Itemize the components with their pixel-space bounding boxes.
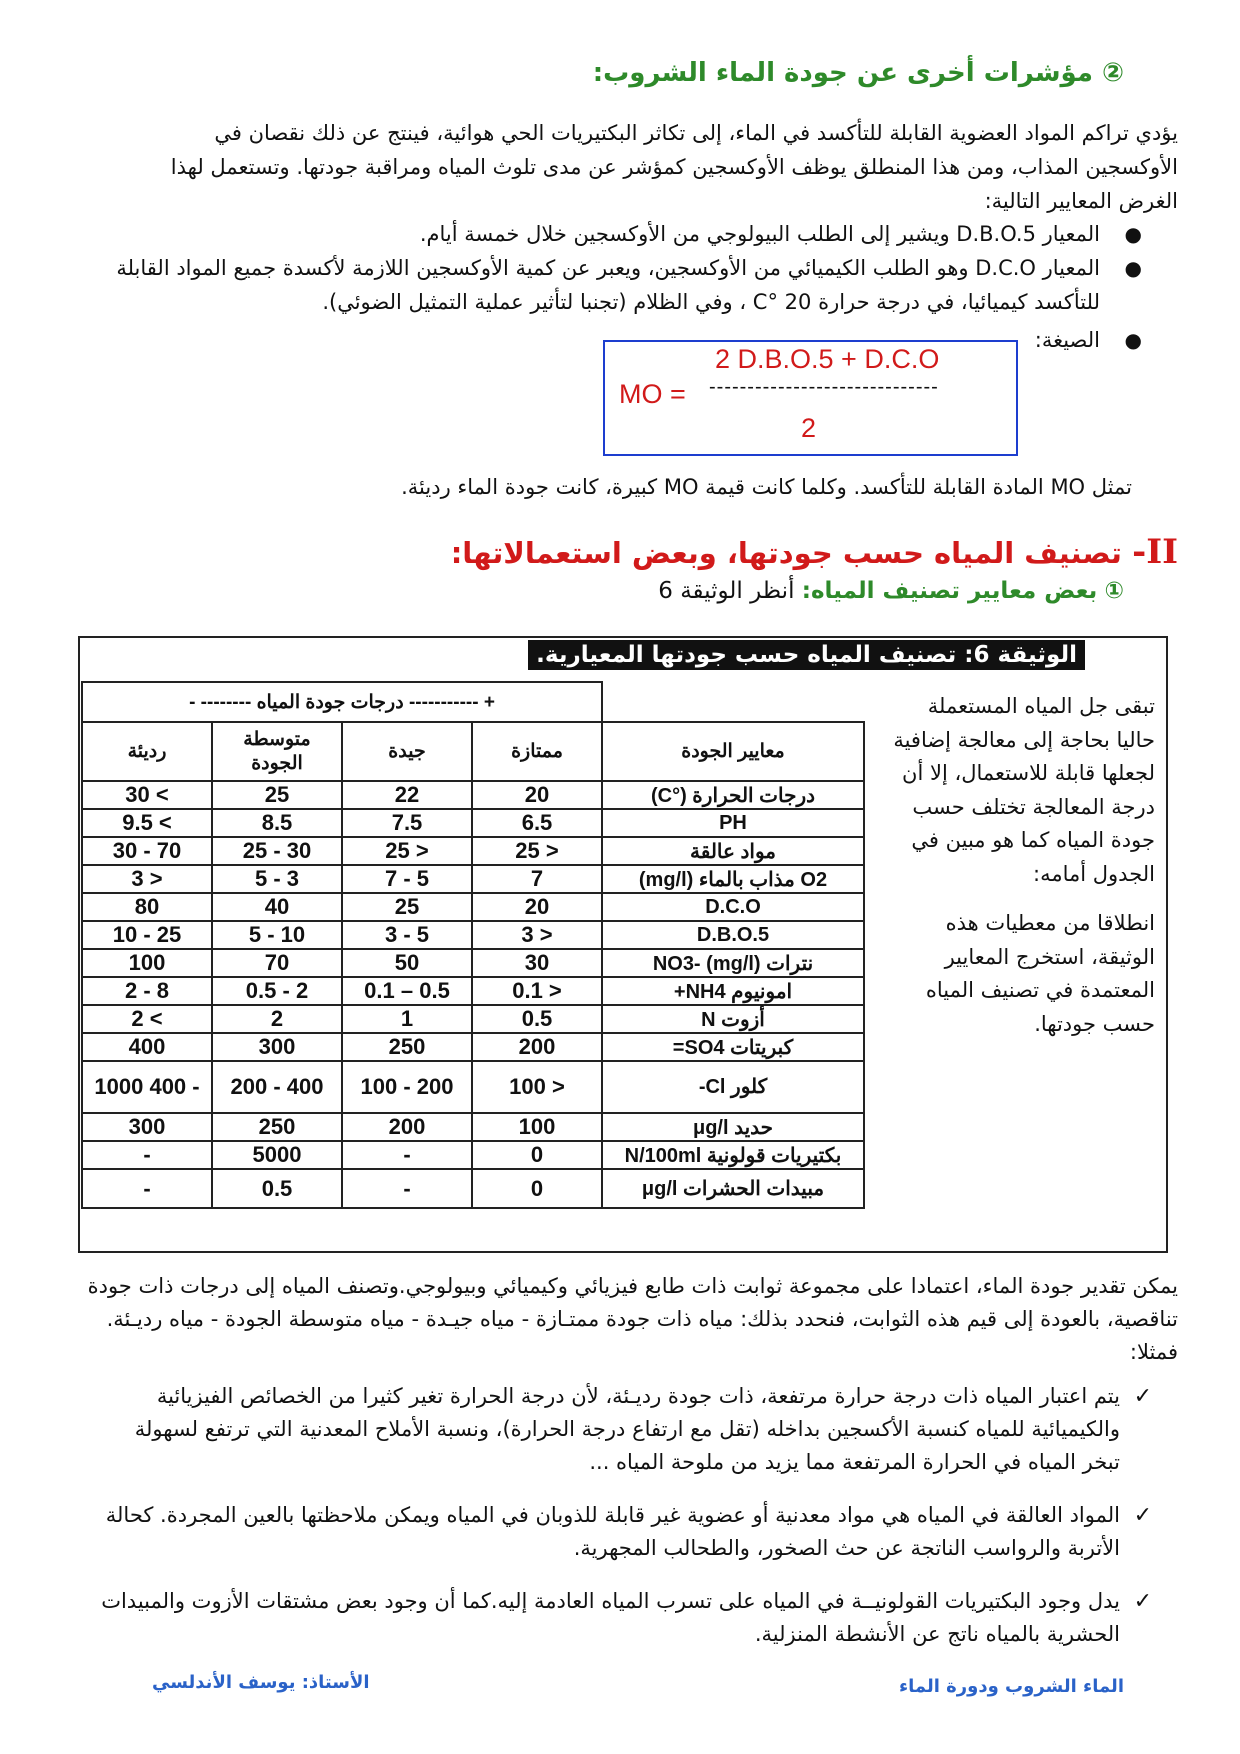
- criterion-cell: أزوت N: [602, 1005, 864, 1033]
- table-row: [82, 1033, 864, 1061]
- value-cell: > 2: [82, 1005, 212, 1033]
- value-cell: 50: [342, 949, 472, 977]
- list-item: ✓ يدل وجود البكتيريات القولونيــة في المياه على تسرب المياه العادمة إليه.كما أن وجود بعض مشتقات الأزوت والمبيدات الحشرية بالمياه ناتج عن الأنشطة المنزلية.: [100, 1585, 1120, 1651]
- classification-paragraph: يمكن تقدير جودة الماء، اعتمادا على مجموعة ثوابت ذات طابع فيزيائي وكيميائي وبيولوجي.وتصنف المياه إلى درجات ذات جودة تناقصية، بالعودة إلى قيم هذه الثوابت، فنحدد بذلك: مياه ذات جودة ممتـازة - مياه جيـدة - مياه متوسطة الجودة - مياه رديـئة. فمثلا:: [87, 1274, 1178, 1364]
- value-cell: 0: [472, 1141, 602, 1169]
- bullet-icon: ●: [1124, 256, 1142, 280]
- document-side-text: [885, 690, 1155, 1041]
- value-cell: 5 - 7: [342, 865, 472, 893]
- criterion-cell: O2 مذاب بالماء (mg/l): [602, 865, 864, 893]
- value-cell: > 30: [82, 781, 212, 809]
- mo-note: تمثل MO المادة القابلة للتأكسد. وكلما كانت قيمة MO كبيرة، كانت جودة الماء رديئة.: [401, 475, 1132, 499]
- intro-paragraph: يؤدي تراكم المواد العضوية القابلة للتأكسد في الماء، إلى تكاثر البكتيريات الحي هوائية، فينتج عن ذلك نقصان في الأوكسجين المذاب، ومن هذا المنطلق يوظف الأوكسجين كمؤشر عن مدى تلوث المياه ومراقبة جودتها. وتستعمل لهذا الغرض المعايير التالية:: [170, 121, 1178, 213]
- table-row: [82, 921, 864, 949]
- value-cell: -: [342, 1141, 472, 1169]
- value-cell: 2 - 0.5: [212, 977, 342, 1005]
- value-cell: 300: [82, 1113, 212, 1141]
- criterion-cell: PH: [602, 809, 864, 837]
- value-cell: -: [342, 1169, 472, 1208]
- value-cell: 400: [82, 1033, 212, 1061]
- bullet-icon: ●: [1124, 222, 1142, 246]
- value-cell: 25: [212, 781, 342, 809]
- subsection-ref: أنظر الوثيقة 6: [658, 578, 795, 604]
- table-row: [82, 781, 864, 809]
- value-cell: 6.5: [472, 809, 602, 837]
- table-header: ممتازة: [472, 722, 602, 781]
- formula-lhs: MO =: [619, 379, 686, 409]
- list-item: ● المعيار D.B.O.5 ويشير إلى الطلب البيولوجي من الأوكسجين خلال خمسة أيام.: [80, 217, 1100, 251]
- value-cell: 80: [82, 893, 212, 921]
- value-cell: 20: [472, 781, 602, 809]
- document-title: الوثيقة 6: تصنيف المياه حسب جودتها المعيارية.: [528, 640, 1085, 670]
- list-item: ● المعيار D.C.O وهو الطلب الكيميائي من الأوكسجين، ويعبر عن كمية الأوكسجين اللازمة لأكسدة جميع المواد القابلة للتأكسد كيميائيا، في درجة حرارة 20 °C ، وفي الظلام (تجنبا لتأثير عملية التمثيل الضوئي).: [80, 251, 1100, 319]
- table-row: [82, 977, 864, 1005]
- list-item: ● الصيغة:: [80, 323, 1100, 357]
- table-corner: [602, 682, 864, 722]
- value-cell: 7.5: [342, 809, 472, 837]
- criterion-cell: مبيدات الحشرات μg/l: [602, 1169, 864, 1208]
- value-cell: 30: [472, 949, 602, 977]
- table-row: [82, 893, 864, 921]
- value-cell: 30 - 25: [212, 837, 342, 865]
- side-paragraph: تبقى جل المياه المستعملة حاليا بحاجة إلى معالجة إضافية لجعلها قابلة للاستعمال، إلا أن درجة المعالجة تختلف حسب جودة المياه كما هو مبين في الجدول أمامه:: [893, 694, 1155, 886]
- part-title: تصنيف المياه حسب جودتها، وبعض استعمالاتها:: [450, 536, 1122, 570]
- section-title: مؤشرات أخرى عن جودة الماء الشروب:: [592, 58, 1093, 88]
- criteria-list: [80, 217, 1142, 357]
- value-cell: 20: [472, 893, 602, 921]
- examples-list: [100, 1380, 1152, 1651]
- value-cell: < 25: [342, 837, 472, 865]
- subsection-title: بعض معايير تصنيف المياه:: [801, 578, 1098, 604]
- table-row: [82, 1169, 864, 1208]
- value-cell: -: [82, 1141, 212, 1169]
- value-cell: 1: [342, 1005, 472, 1033]
- criterion-cell: D.B.O.5: [602, 921, 864, 949]
- value-cell: 250: [212, 1113, 342, 1141]
- table-row: [82, 949, 864, 977]
- criterion-cell: امونيوم NH4+: [602, 977, 864, 1005]
- value-cell: - 400 1000: [82, 1061, 212, 1113]
- checkmark-icon: ✓: [1133, 1384, 1152, 1409]
- value-cell: 10 - 5: [212, 921, 342, 949]
- section-number: ②: [1101, 58, 1124, 88]
- value-cell: < 3: [472, 921, 602, 949]
- table-header: متوسطة الجودة: [212, 722, 342, 781]
- criterion-cell: مواد عالقة: [602, 837, 864, 865]
- table-header: جيدة: [342, 722, 472, 781]
- table-row: [82, 837, 864, 865]
- formula-box: [603, 340, 1018, 456]
- checkmark-icon: ✓: [1133, 1589, 1152, 1614]
- value-cell: 7: [472, 865, 602, 893]
- list-item: ✓ يتم اعتبار المياه ذات درجة حرارة مرتفعة، ذات جودة رديـئة، لأن درجة الحرارة تغير كثيرا من الخصائص الفيزيائية والكيميائية للمياه كنسبة الأكسجين بداخله (تقل مع ارتفاع درجة الحرارة)، ونسبة الأملاح المعدنية التي ترتفع لسهولة تبخر المياه في الحرارة المرتفعة مما يزيد من ملوحة المياه ...: [100, 1380, 1120, 1479]
- table-header: رديئة: [82, 722, 212, 781]
- value-cell: 2: [212, 1005, 342, 1033]
- value-cell: 100: [472, 1113, 602, 1141]
- value-cell: 200 - 100: [342, 1061, 472, 1113]
- value-cell: 200: [472, 1033, 602, 1061]
- table-row: [82, 1113, 864, 1141]
- value-cell: 5 - 3: [342, 921, 472, 949]
- formula-denominator: 2: [801, 413, 817, 443]
- part-number: II-: [1132, 532, 1178, 572]
- value-cell: < 25: [472, 837, 602, 865]
- value-cell: 70 - 30: [82, 837, 212, 865]
- section-heading: [593, 58, 1124, 88]
- value-cell: < 100: [472, 1061, 602, 1113]
- value-cell: -: [82, 1169, 212, 1208]
- value-cell: 400 - 200: [212, 1061, 342, 1113]
- criterion-cell: نترات NO3- (mg/l): [602, 949, 864, 977]
- table-row: [82, 1005, 864, 1033]
- value-cell: 100: [82, 949, 212, 977]
- value-cell: 8.5: [212, 809, 342, 837]
- table-header: معايير الجودة: [602, 722, 864, 781]
- value-cell: 0.5: [212, 1169, 342, 1208]
- criterion-cell: D.C.O: [602, 893, 864, 921]
- criterion-cell: درجات الحرارة (°C): [602, 781, 864, 809]
- table-row: [82, 1141, 864, 1169]
- bullet-icon: ●: [1124, 328, 1142, 352]
- footer-title: الماء الشروب ودورة الماء: [898, 1676, 1124, 1697]
- criterion-cell: كلور Cl-: [602, 1061, 864, 1113]
- value-cell: > 9.5: [82, 809, 212, 837]
- subsection-number: ①: [1104, 578, 1124, 604]
- value-cell: 25: [342, 893, 472, 921]
- side-paragraph: انطلاقا من معطيات هذه الوثيقة، استخرج المعايير المعتمدة في تصنيف المياه حسب جودتها.: [925, 911, 1155, 1036]
- list-item: ✓ المواد العالقة في المياه هي مواد معدنية أو عضوية غير قابلة للذوبان في المياه ويمكن ملاحظتها بالعين المجردة. كحالة الأتربة والرواسب الناتجة عن حث الصخور، والطحالب المجهرية.: [100, 1499, 1120, 1565]
- value-cell: 25 - 10: [82, 921, 212, 949]
- table-row: [82, 865, 864, 893]
- value-cell: 200: [342, 1113, 472, 1141]
- fraction-bar: ------------------------------: [709, 376, 939, 398]
- value-cell: 250: [342, 1033, 472, 1061]
- criterion-cell: بكتيريات قولونية N/100ml: [602, 1141, 864, 1169]
- footer-author: الأستاذ: يوسف الأندلسي: [152, 1672, 370, 1693]
- table-row: [82, 809, 864, 837]
- value-cell: 0.5 – 0.1: [342, 977, 472, 1005]
- subsection-heading: [658, 578, 1124, 604]
- criterion-cell: كبريتات SO4=: [602, 1033, 864, 1061]
- value-cell: 0.5: [472, 1005, 602, 1033]
- value-cell: 0: [472, 1169, 602, 1208]
- table-row: [82, 1061, 864, 1113]
- checkmark-icon: ✓: [1133, 1503, 1152, 1528]
- part-heading: [451, 532, 1178, 572]
- value-cell: 70: [212, 949, 342, 977]
- value-cell: 40: [212, 893, 342, 921]
- value-cell: 5000: [212, 1141, 342, 1169]
- quality-table: [81, 681, 865, 1209]
- quality-scale: + ----------- درجات جودة المياه -------- -: [82, 682, 602, 722]
- criterion-cell: حديد μg/l: [602, 1113, 864, 1141]
- formula-numerator: 2 D.B.O.5 + D.C.O: [715, 344, 940, 374]
- value-cell: 22: [342, 781, 472, 809]
- value-cell: 3 - 5: [212, 865, 342, 893]
- value-cell: 8 - 2: [82, 977, 212, 1005]
- value-cell: < 3: [82, 865, 212, 893]
- value-cell: 300: [212, 1033, 342, 1061]
- value-cell: < 0.1: [472, 977, 602, 1005]
